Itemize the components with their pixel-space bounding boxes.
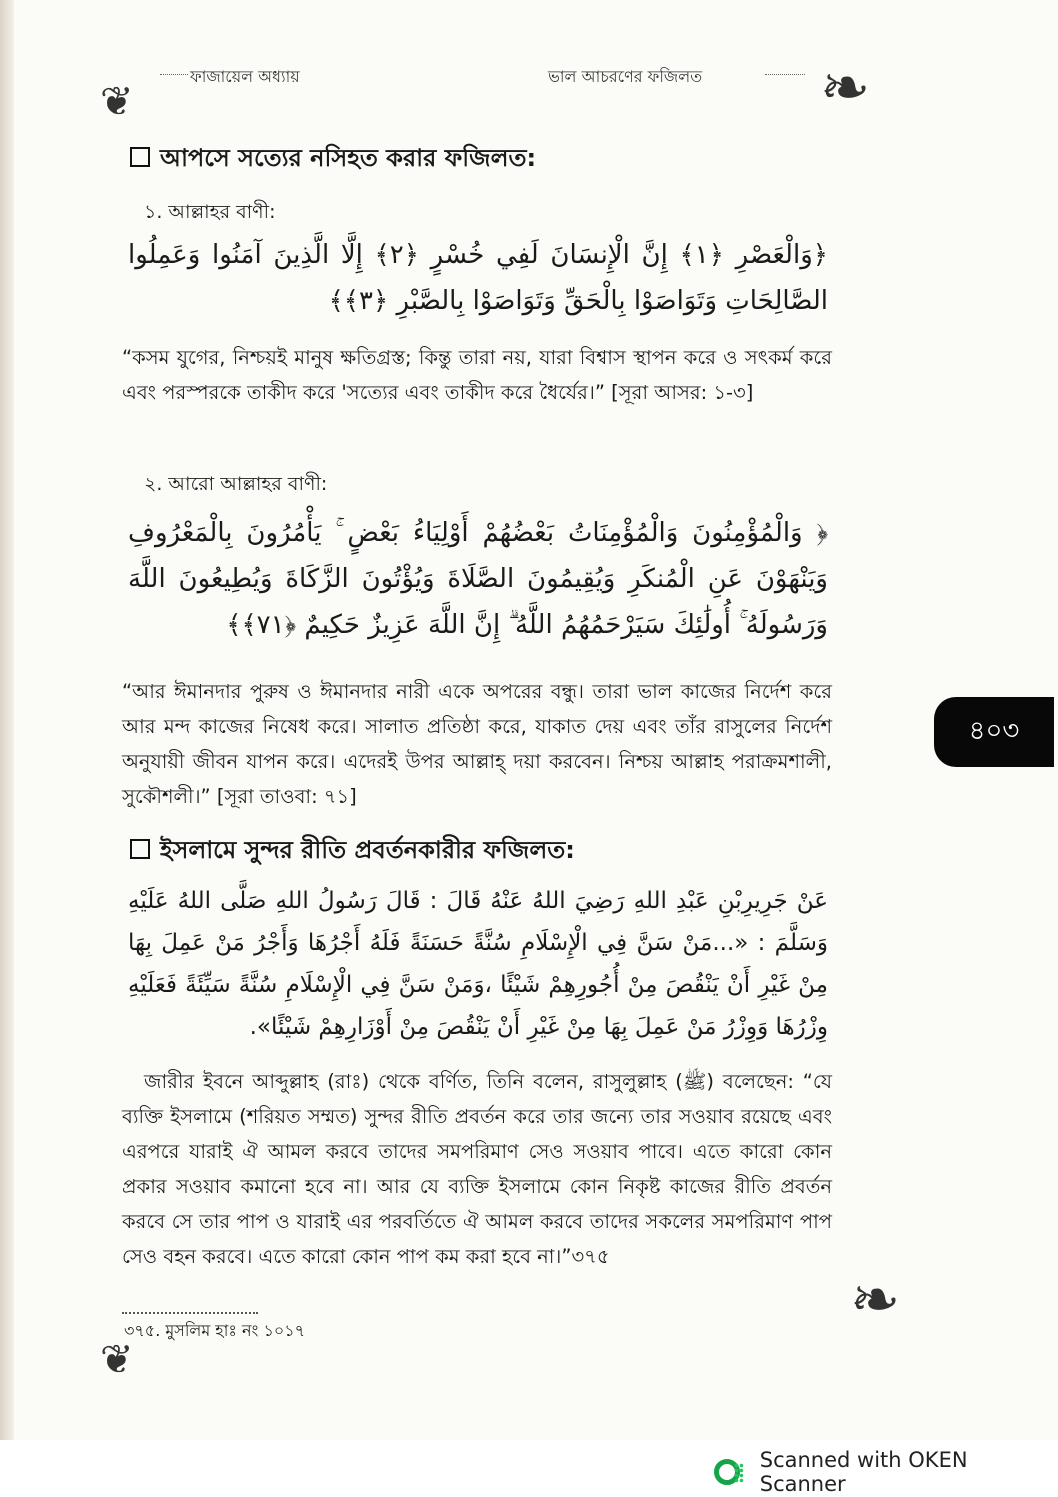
section-heading	[130, 140, 536, 180]
page-gutter-shadow	[0, 0, 14, 1440]
translation-paragraph: “কসম যুগের, নিশ্চয়ই মানুষ ক্ষতিগ্রস্ত; কিন্তু তারা নয়, যারা বিশ্বাস স্থাপন করে ও সৎকর্ম করে এবং পরস্পরকে তাকীদ করে 'সত্যের এবং তাকীদ করে ধৈর্যের।” [সূরা আসর: ১-৩]	[122, 346, 832, 404]
scanner-label: Scanned with OKEN Scanner	[759, 1448, 968, 1496]
footnote-divider	[122, 1312, 258, 1314]
corner-ornament-icon: ❧	[820, 53, 871, 123]
arabic-hadith: عَنْ جَرِيرِبْنِ عَبْدِ اللهِ رَضِيَ اللهُ عَنْهُ قَالَ : قَالَ رَسُولُ اللهِ صَلَّى اللهُ عَلَيْهِ وَسَلَّمَ : «...مَنْ سَنَّ فِي الْإِسْلَامِ سُنَّةً حَسَنَةً فَلَهُ أَجْرُهَا وَأَجْرُ مَنْ عَمِلَ بِهَا مِنْ غَيْرِ أَنْ يَنْقُصَ مِنْ أُجُورِهِمْ شَيْئًا ،وَمَنْ سَنَّ فِي الْإِسْلَامِ سُنَّةً سَيِّئَةً فَعَلَيْهِ وِزْرُهَا وَوِزْرُ مَنْ عَمِلَ بِهَا مِنْ غَيْرِ أَنْ يَنْقُصَ مِنْ أَوْزَارِهِمْ شَيْئًا».	[128, 888, 828, 1040]
oken-logo-icon	[712, 1455, 746, 1489]
footnote: ৩৭৫. মুসলিম হাঃ নং ১০১৭	[124, 1321, 306, 1340]
corner-ornament-icon: ❦	[100, 79, 134, 125]
translation-paragraph: “আর ঈমানদার পুরুষ ও ঈমানদার নারী একে অপরের বন্ধু। তারা ভাল কাজের নির্দেশ করে আর মন্দ কাজের নিষেধ করে। সালাত প্রতিষ্ঠা করে, যাকাত দেয় এবং তাঁর রাসুলের নির্দেশ অনুযায়ী জীবন যাপন করে। এদেরই উপর আল্লাহ্ দয়া করবেন। নিশ্চয় আল্লাহ পরাক্রমশালী, সুকৌশলী।” [সূরা তাওবা: ৭১]	[122, 680, 832, 808]
checkbox-square-icon	[130, 839, 150, 859]
corner-ornament-icon: ❧	[850, 1265, 901, 1335]
header-topic: ভাল আচরণের ফজিলত	[548, 67, 703, 86]
arabic-verse: ﴿وَالْعَصْرِ ﴿١﴾ إِنَّ الْإِنسَانَ لَفِي خُسْرٍ ﴿٢﴾ إِلَّا الَّذِينَ آمَنُوا وَعَمِلُوا الصَّالِحَاتِ وَتَوَاصَوْا بِالْحَقِّ وَتَوَاصَوْا بِالصَّبْرِ ﴿٣﴾﴾	[128, 240, 828, 316]
header-divider	[160, 74, 188, 76]
item-label: ১. আল্লাহর বাণী:	[144, 201, 276, 223]
page-number-tab: ৪০৩	[934, 697, 1054, 767]
arabic-verse: ﴿ وَالْمُؤْمِنُونَ وَالْمُؤْمِنَاتُ بَعْضُهُمْ أَوْلِيَاءُ بَعْضٍ ۚ يَأْمُرُونَ بِالْمَعْرُوفِ وَيَنْهَوْنَ عَنِ الْمُنكَرِ وَيُقِيمُونَ الصَّلَاةَ وَيُؤْتُونَ الزَّكَاةَ وَيُطِيعُونَ اللَّهَ وَرَسُولَهُ ۚ أُولَٰئِكَ سَيَرْحَمُهُمُ اللَّهُ ۗ إِنَّ اللَّهَ عَزِيزٌ حَكِيمٌ ﴿٧١﴾﴾	[128, 518, 828, 640]
section-heading-text: আপসে সত্যের নসিহত করার ফজিলত:	[160, 144, 537, 172]
header-divider	[765, 74, 805, 76]
header-chapter: ফাজায়েল অধ্যায়	[190, 67, 300, 86]
corner-ornament-icon: ❦	[100, 1337, 134, 1383]
scanner-watermark	[712, 1448, 1058, 1496]
item-label: ২. আরো আল্লাহর বাণী:	[144, 473, 328, 495]
translation-paragraph: জারীর ইবনে আব্দুল্লাহ (রাঃ) থেকে বর্ণিত, তিনি বলেন, রাসুলুল্লাহ (ﷺ) বলেছেন: “যে ব্যক্তি ইসলামে (শরিয়ত সম্মত) সুন্দর রীতি প্রবর্তন করে তার জন্যে তার সওয়াব রয়েছে এবং এরপরে যারাই ঐ আমল করবে তাদের সমপরিমাণ সেও সওয়াব পাবে। এতে কারো কোন প্রকার সওয়াব কমানো হবে না। আর যে ব্যক্তি ইসলামে কোন নিকৃষ্ট কাজের রীতি প্রবর্তন করবে সে তার পাপ ও যারাই এর পরবর্তিতে ঐ আমল করবে তাদের সকলের সমপরিমাণ পাপ সেও বহন করবে। এতে কারো কোন পাপ কম করা হবে না।”৩৭৫	[122, 1070, 832, 1268]
section-heading	[130, 832, 575, 872]
section-heading-text: ইসলামে সুন্দর রীতি প্রবর্তনকারীর ফজিলত:	[160, 836, 575, 864]
checkbox-square-icon	[130, 147, 150, 167]
